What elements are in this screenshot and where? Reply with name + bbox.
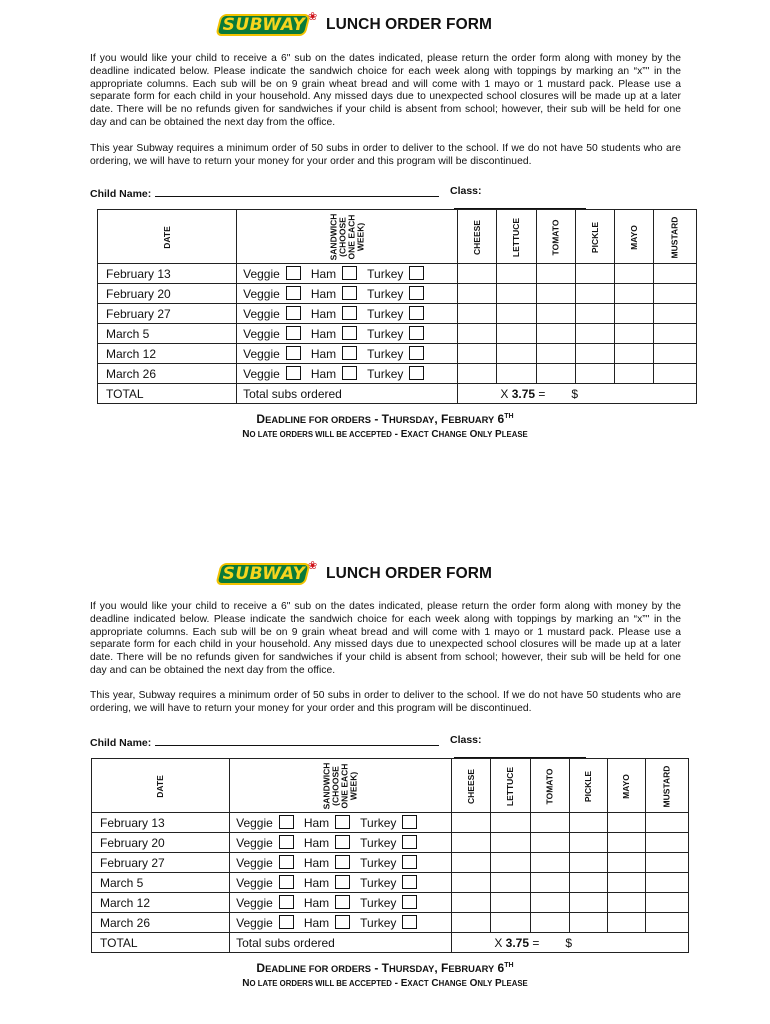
date-cell: March 12 [98,344,237,364]
veggie-checkbox[interactable] [286,346,301,360]
mayo-cell[interactable] [608,833,646,853]
cheese-cell[interactable] [452,913,491,933]
date-cell: March 12 [92,893,230,913]
cheese-header: CHEESE [452,759,491,813]
sandwich-choice-cell: Veggie Ham Turkey [230,873,452,893]
class-field[interactable] [454,197,586,209]
lettuce-cell[interactable] [497,284,537,304]
table-row [98,304,697,324]
deadline-notice: DEADLINE FOR ORDERS - THURSDAY, FEBRUARY 6TH [256,961,514,975]
mayo-cell[interactable] [615,344,654,364]
sandwich-choice-cell: Veggie Ham Turkey [237,284,458,304]
pickle-cell[interactable] [570,813,608,833]
tomato-cell[interactable] [537,364,576,384]
pickle-cell[interactable] [570,873,608,893]
veggie-checkbox[interactable] [279,835,294,849]
mustard-cell[interactable] [645,853,688,873]
child-name-label: Child Name: [90,188,152,200]
tomato-cell[interactable] [531,853,570,873]
ham-checkbox[interactable] [335,815,350,829]
table-row [92,833,689,853]
date-cell: February 27 [92,853,230,873]
sandwich-choice-cell: Veggie Ham Turkey [237,264,458,284]
mustard-cell[interactable] [653,344,696,364]
tomato-cell[interactable] [531,913,570,933]
turkey-checkbox[interactable] [402,875,417,889]
pickle-cell[interactable] [570,913,608,933]
tomato-cell[interactable] [537,264,576,284]
veggie-checkbox[interactable] [286,266,301,280]
cheese-cell[interactable] [452,893,491,913]
cheese-cell[interactable] [458,284,497,304]
lettuce-cell[interactable] [497,324,537,344]
veggie-checkbox[interactable] [286,306,301,320]
cheese-cell[interactable] [458,344,497,364]
sandwich-choice-cell: Veggie Ham Turkey [237,344,458,364]
pickle-cell[interactable] [576,304,615,324]
turkey-checkbox[interactable] [409,346,424,360]
mustard-cell[interactable] [645,833,688,853]
mayo-cell[interactable] [608,813,646,833]
class-field[interactable] [454,746,586,758]
lettuce-cell[interactable] [491,833,531,853]
pickle-cell[interactable] [576,364,615,384]
total-label: TOTAL [92,933,230,953]
date-cell: February 20 [92,833,230,853]
pickle-header: PICKLE [576,210,615,264]
child-name-field[interactable] [155,185,439,197]
pickle-cell[interactable] [570,853,608,873]
total-label: TOTAL [98,384,237,404]
date-cell: March 26 [98,364,237,384]
turkey-checkbox[interactable] [402,895,417,909]
mayo-cell[interactable] [608,913,646,933]
child-name-field[interactable] [155,734,439,746]
tomato-cell[interactable] [537,284,576,304]
sandwich-choice-cell: Veggie Ham Turkey [230,833,452,853]
cheese-cell[interactable] [458,264,497,284]
table-row [92,913,689,933]
ham-checkbox[interactable] [342,366,357,380]
late-order-notice: NO LATE ORDERS WILL BE ACCEPTED - EXACT CHANGE ONLY PLEASE [242,429,528,440]
tomato-cell[interactable] [531,873,570,893]
deadline-notice: DEADLINE FOR ORDERS - THURSDAY, FEBRUARY 6TH [256,412,514,426]
class-label: Class: [450,734,482,746]
minimum-order-paragraph: This year Subway requires a minimum order of 50 subs in order to deliver to the school. If we do not have 50 students who are ordering, we will have to return your money for your order and this program will be discontinued. [90,143,681,167]
mustard-cell[interactable] [653,284,696,304]
tomato-header: TOMATO [537,210,576,264]
mayo-cell[interactable] [615,264,654,284]
cheese-cell[interactable] [452,853,491,873]
ham-checkbox[interactable] [342,266,357,280]
total-subs-label: Total subs ordered [230,933,452,953]
turkey-checkbox[interactable] [402,835,417,849]
pickle-cell[interactable] [570,893,608,913]
table-row [98,344,697,364]
lettuce-cell[interactable] [497,344,537,364]
cheese-cell[interactable] [452,873,491,893]
lettuce-cell[interactable] [491,913,531,933]
total-price-cell[interactable]: X 3.75 = $ [458,384,697,404]
date-cell: March 5 [92,873,230,893]
pickle-cell[interactable] [570,833,608,853]
sandwich-choice-cell: Veggie Ham Turkey [237,304,458,324]
child-info-row [90,185,482,200]
turkey-checkbox[interactable] [409,366,424,380]
lettuce-cell[interactable] [497,264,537,284]
lettuce-cell[interactable] [497,364,537,384]
table-row [98,284,697,304]
tomato-header: TOMATO [531,759,570,813]
total-price-cell[interactable]: X 3.75 = $ [452,933,689,953]
mayo-cell[interactable] [615,304,654,324]
mustard-cell[interactable] [653,264,696,284]
cheese-header: CHEESE [458,210,497,264]
cheese-cell[interactable] [452,813,491,833]
pickle-cell[interactable] [576,264,615,284]
table-row [98,364,697,384]
table-header-row [98,210,697,264]
table-row [98,264,697,284]
date-cell: March 5 [98,324,237,344]
mayo-header: MAYO [608,759,646,813]
mustard-header: MUSTARD [653,210,696,264]
form-header [214,10,492,40]
veggie-checkbox[interactable] [279,895,294,909]
sandwich-choice-cell: Veggie Ham Turkey [230,853,452,873]
sandwich-choice-cell: Veggie Ham Turkey [230,913,452,933]
sandwich-choice-cell: Veggie Ham Turkey [230,813,452,833]
pickle-header: PICKLE [570,759,608,813]
turkey-checkbox[interactable] [409,266,424,280]
mayo-cell[interactable] [608,873,646,893]
ham-checkbox[interactable] [342,286,357,300]
table-row [98,324,697,344]
mustard-cell[interactable] [645,913,688,933]
form-title: LUNCH ORDER FORM [326,565,493,582]
sandwich-choice-cell: Veggie Ham Turkey [230,893,452,913]
mustard-cell[interactable] [653,324,696,344]
veggie-checkbox[interactable] [286,286,301,300]
tomato-cell[interactable] [537,324,576,344]
lettuce-cell[interactable] [491,853,531,873]
mustard-cell[interactable] [645,893,688,913]
order-table [97,209,697,404]
mustard-cell[interactable] [645,873,688,893]
lettuce-cell[interactable] [491,893,531,913]
sandwich-header: SANDWICH (CHOOSE ONE EACH WEEK) [237,210,458,264]
veggie-checkbox[interactable] [286,326,301,340]
total-row [92,933,689,953]
subway-logo: SUBWAY ❀ [214,10,320,40]
turkey-checkbox[interactable] [402,815,417,829]
veggie-checkbox[interactable] [279,855,294,869]
total-row [98,384,697,404]
lettuce-cell[interactable] [491,813,531,833]
date-cell: February 13 [92,813,230,833]
ham-checkbox[interactable] [335,875,350,889]
tomato-cell[interactable] [537,304,576,324]
ham-checkbox[interactable] [342,306,357,320]
date-cell: February 27 [98,304,237,324]
cheese-cell[interactable] [452,833,491,853]
sandwich-choice-cell: Veggie Ham Turkey [237,324,458,344]
ham-checkbox[interactable] [335,915,350,929]
veggie-checkbox[interactable] [279,915,294,929]
instructions-paragraph: If you would like your child to receive a 6" sub on the dates indicated, please return the order form along with money by the deadline indicated below. Please indicate the sandwich choice for each week along with toppings by marking an “x”" in the appropriate columns. Each sub will be on 9 grain wheat bread and will come with 1 mayo or 1 mustard pack. Please use a separate form for each child in your household. Any missed days due to unexpected school closures will be made up at a later date. There will be no refunds given for sandwiches if your child is absent from school; however, their sub will be held for one day and can be obtained the next day from the office. [90,53,681,128]
form-header [214,559,492,589]
subway-logo: SUBWAY ❀ [214,559,320,589]
minimum-order-paragraph: This year, Subway requires a minimum order of 50 subs in order to deliver to the school. If we do not have 50 students who are ordering, we will have to return your money for your order and this program will be discontinued. [90,690,681,714]
turkey-checkbox[interactable] [409,286,424,300]
lettuce-cell[interactable] [491,873,531,893]
late-order-notice: NO LATE ORDERS WILL BE ACCEPTED - EXACT CHANGE ONLY PLEASE [242,978,528,989]
turkey-checkbox[interactable] [409,326,424,340]
total-subs-label: Total subs ordered [237,384,458,404]
mayo-cell[interactable] [615,284,654,304]
child-name-label: Child Name: [90,737,152,749]
sandwich-choice-cell: Veggie Ham Turkey [237,364,458,384]
date-header: DATE [98,210,237,264]
cheese-cell[interactable] [458,324,497,344]
table-row [92,893,689,913]
veggie-checkbox[interactable] [279,875,294,889]
table-row [92,813,689,833]
pickle-cell[interactable] [576,324,615,344]
ham-checkbox[interactable] [335,895,350,909]
veggie-checkbox[interactable] [279,815,294,829]
table-row [92,873,689,893]
form-title: LUNCH ORDER FORM [326,16,493,33]
date-cell: February 13 [98,264,237,284]
child-info-row [90,734,482,749]
mustard-cell[interactable] [645,813,688,833]
tomato-cell[interactable] [531,893,570,913]
table-row [92,853,689,873]
date-cell: March 26 [92,913,230,933]
tomato-cell[interactable] [537,344,576,364]
lettuce-header: LETTUCE [497,210,537,264]
lettuce-cell[interactable] [497,304,537,324]
ham-checkbox[interactable] [335,855,350,869]
mayo-cell[interactable] [615,324,654,344]
ham-checkbox[interactable] [342,346,357,360]
table-header-row [92,759,689,813]
order-table [91,758,689,953]
class-label: Class: [450,185,482,197]
turkey-checkbox[interactable] [402,855,417,869]
cheese-cell[interactable] [458,364,497,384]
maple-leaf-icon: ❀ [308,560,318,572]
maple-leaf-icon: ❀ [308,11,318,23]
tomato-cell[interactable] [531,813,570,833]
turkey-checkbox[interactable] [402,915,417,929]
mayo-header: MAYO [615,210,654,264]
mayo-cell[interactable] [608,853,646,873]
mayo-cell[interactable] [608,893,646,913]
mustard-cell[interactable] [653,364,696,384]
ham-checkbox[interactable] [342,326,357,340]
date-header: DATE [92,759,230,813]
ham-checkbox[interactable] [335,835,350,849]
sandwich-header: SANDWICH (CHOOSE ONE EACH WEEK) [230,759,452,813]
pickle-cell[interactable] [576,344,615,364]
date-cell: February 20 [98,284,237,304]
lettuce-header: LETTUCE [491,759,531,813]
pickle-cell[interactable] [576,284,615,304]
cheese-cell[interactable] [458,304,497,324]
turkey-checkbox[interactable] [409,306,424,320]
veggie-checkbox[interactable] [286,366,301,380]
tomato-cell[interactable] [531,833,570,853]
mayo-cell[interactable] [615,364,654,384]
mustard-header: MUSTARD [645,759,688,813]
mustard-cell[interactable] [653,304,696,324]
instructions-paragraph: If you would like your child to receive a 6" sub on the dates indicated, please return the order form along with money by the deadline indicated below. Please indicate the sandwich choice for each week along with toppings by marking an “x”" in the appropriate columns. Each sub will be on 9 grain wheat bread and will come with 1 mayo or 1 mustard pack. Please use a separate form for each child in your household. Any missed days due to unexpected school closures will be made up at a later date. There will be no refunds given for sandwiches if your child is absent from school; however, their sub will be held for one day and can be obtained the next day from the office. [90,601,681,676]
